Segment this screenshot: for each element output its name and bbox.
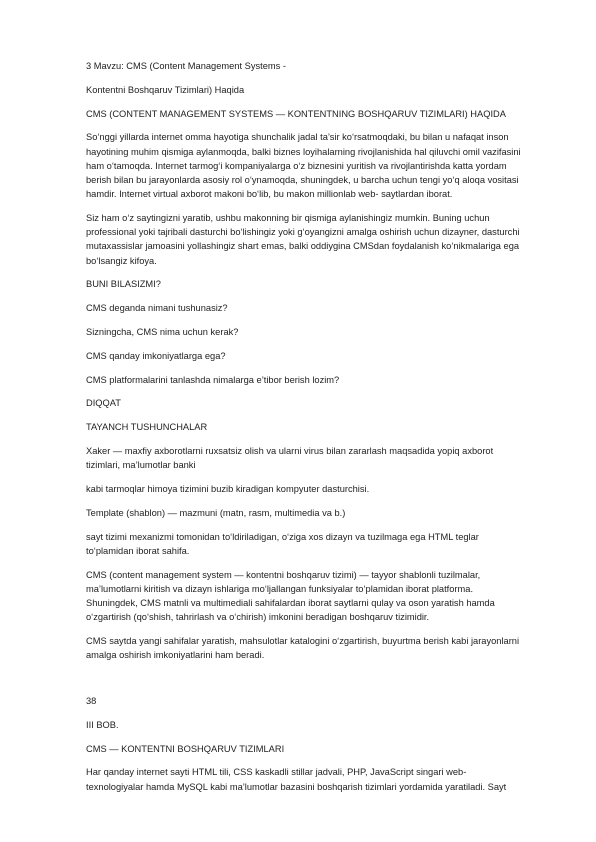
- document-body: [86, 59, 522, 803]
- callout-heading: BUNI BILASIZMI?: [86, 279, 161, 290]
- body-paragraph: So‘nggi yillarda internet omma hayotiga shunchalik jadal ta’sir ko‘rsatmoqdaki, bu bilan u nafaqat inson hayotining muhim qismiga aylanmoqda, balki biznes loyihalarning rivojlanishida hal qiluvchi omil vazifasini ham o‘tamoqda. Internet tarmog‘i kompaniyalarga o‘z biznesini yuritish va rivojlantirishda katta yordam berish bilan bu jarayonlarda asosiy rol o‘ynamoqda, shuningdek, u barcha uchun tengi yo‘q aloqa vositasi hamdir. Internet virtual axborot makoni bo‘lib, bu makon millionlab web- saytlardan iborat.: [86, 132, 521, 200]
- chapter-label: III BOB.: [86, 719, 119, 730]
- definition-paragraph: Xaker — maxfiy axborotlarni ruxsatsiz olish va ularni virus bilan zararlash maqsadida yopiq axborot tizimlari, ma’lumotlar banki: [86, 445, 494, 471]
- question-item: Sizningcha, CMS nima uchun kerak?: [86, 327, 239, 337]
- chapter-title: CMS — KONTENTNI BOSHQARUV TIZIMLARI: [86, 743, 285, 754]
- question-item: CMS deganda nimani tushunasiz?: [86, 303, 228, 314]
- question-item: CMS qanday imkoniyatlarga ega?: [86, 350, 226, 361]
- heading-line-1: 3 Mavzu: CMS (Content Management Systems -: [86, 61, 286, 71]
- page-number: 38: [86, 695, 97, 706]
- question-item: CMS platformalarini tanlashda nimalarga e’tibor berish lozim?: [86, 374, 340, 385]
- body-paragraph: Siz ham o‘z saytingizni yaratib, ushbu makonning bir qismiga aylanishingiz mumkin. Buning uchun professional yoki tajribali dasturchi bo‘lishingiz yoki g‘oyangizni amalga oshirish uchun dizayner, dasturchi mutaxassislar jamoasini yollashingiz shart emas, balki oddiygina CMSdan foydalanish ko‘nikmalariga ega bo‘lsangiz kifoya.: [86, 213, 520, 266]
- spacer: [86, 672, 522, 694]
- definition-paragraph: CMS (content management system — kontentni boshqaruv tizimi) — tayyor shablonli tuzilmalar, ma’lumotlarni kiritish va dizayn ishlariga mo‘ljallangan funksiyalar to‘plamidan iborat platforma. Shuningdek, CMS matnli va multimediali sahifalardan iborat saytlarni qulay va oson yaratish hamda o‘zgartirish (qo‘shish, tahrirlash va o‘chirish) imkonini beradigan boshqaruv tizimidir.: [86, 569, 495, 623]
- definition-paragraph: Template (shablon) — mazmuni (matn, rasm, multimedia va b.): [86, 507, 346, 518]
- body-paragraph: Har qanday internet sayti HTML tili, CSS kaskadli stillar jadvali, PHP, JavaScript singari web- texnologiyalar hamda MySQL kabi ma’lumotlar bazasini boshqarish tizimlari yordamida yaratiladi. Sayt: [86, 767, 507, 792]
- callout-heading: TAYANCH TUSHUNCHALAR: [86, 422, 208, 433]
- body-paragraph: CMS saytda yangi sahifalar yaratish, mahsulotlar katalogini o‘zgartirish, buyurtma berish kabi jarayonlarni amalga oshirish imkoniyatlarini ham beradi.: [86, 635, 520, 661]
- definition-paragraph: kabi tarmoqlar himoya tizimini buzib kiradigan kompyuter dasturchisi.: [86, 483, 370, 494]
- definition-paragraph: sayt tizimi mexanizmi tomonidan to‘ldiriladigan, o‘ziga xos dizayn va tuzilmaga ega HTML teglar to‘plamidan iborat sahifa.: [86, 531, 479, 556]
- heading-line-2: Kontentni Boshqaruv Tizimlari) Haqida: [86, 84, 245, 95]
- section-title: CMS (CONTENT MANAGEMENT SYSTEMS — KONTENTNING BOSHQARUV TIZIMLARI) HAQIDA: [86, 108, 506, 119]
- callout-heading: DIQQAT: [86, 398, 121, 409]
